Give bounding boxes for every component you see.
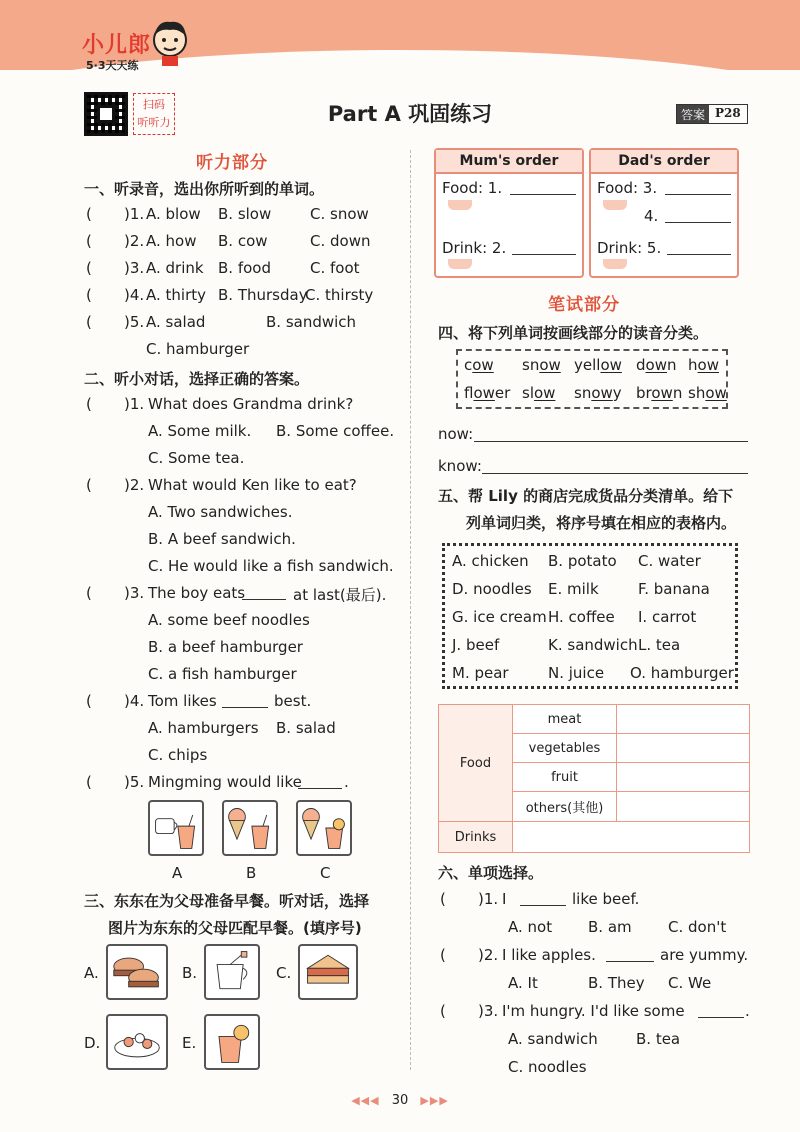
word: snowy	[574, 384, 622, 402]
word-item: J. beef	[452, 636, 500, 654]
now-label: now:	[438, 425, 474, 443]
word-item: L. tea	[638, 636, 681, 654]
breakfast-picture-b	[204, 944, 260, 1000]
food-cell: Food	[439, 705, 513, 822]
breakfast-picture-c	[298, 944, 358, 1000]
word-item: M. pear	[452, 664, 509, 682]
word-item: D. noodles	[452, 580, 532, 598]
fruit-answer-cell[interactable]	[617, 763, 750, 792]
mascot-icon	[148, 18, 192, 68]
choice-picture-b[interactable]	[222, 800, 278, 856]
q5-heading-line2: 列单词归类，将序号填在相应的表格内。	[466, 514, 737, 532]
food-icon	[603, 200, 627, 210]
answer-blank[interactable]	[298, 775, 342, 789]
word-item: H. coffee	[548, 608, 615, 626]
icecream-and-juice-icon	[224, 802, 276, 854]
scan-listen-label: 扫码 听听力	[133, 93, 175, 135]
paren[interactable]: (	[86, 773, 92, 791]
dad-drink-label: Drink: 5.	[597, 239, 662, 257]
breakfast-label-b: B.	[182, 964, 198, 982]
mum-drink-label: Drink: 2.	[442, 239, 507, 257]
answer-blank[interactable]	[242, 586, 286, 600]
q3-heading-line1: 三、东东在为父母准备早餐。听对话，选择	[84, 892, 370, 910]
word-item: G. ice cream	[452, 608, 547, 626]
drink-icon	[448, 259, 472, 269]
now-answer-line[interactable]	[474, 428, 748, 442]
column-divider	[410, 150, 411, 1070]
answer-page-badge: 答案 P28	[676, 104, 748, 124]
choice-label-a: A	[172, 864, 183, 882]
drink-icon	[603, 259, 627, 269]
word: down	[636, 356, 677, 374]
answer-blank[interactable]	[698, 1004, 744, 1018]
others-label: others(其他)	[513, 792, 617, 822]
icecream-and-orange-juice-icon	[298, 802, 350, 854]
word: yellow	[574, 356, 622, 374]
word: cow	[464, 356, 494, 374]
drinks-answer-cell[interactable]	[513, 822, 750, 853]
q4-heading: 四、将下列单词按画线部分的读音分类。	[438, 324, 709, 342]
word-item: C. water	[638, 552, 701, 570]
meat-answer-cell[interactable]	[617, 705, 750, 734]
answer-blank[interactable]	[520, 892, 566, 906]
paren[interactable]: (	[86, 259, 92, 277]
dad-drink-blank[interactable]	[667, 241, 731, 255]
word-item: F. banana	[638, 580, 710, 598]
dad-food-blank[interactable]	[665, 181, 731, 195]
dad-food4-label: 4.	[644, 207, 659, 225]
paren[interactable]: (	[86, 286, 92, 304]
choice-label-b: B	[246, 864, 257, 882]
next-arrows-icon: ▶▶▶	[420, 1094, 449, 1107]
brand-logo: 小儿郎	[82, 32, 152, 58]
hamburgers-icon	[108, 946, 166, 998]
breakfast-picture-d	[106, 1014, 168, 1070]
breakfast-label-d: D.	[84, 1034, 101, 1052]
written-heading: 笔试部分	[548, 295, 620, 315]
q6-heading: 六、单项选择。	[438, 864, 544, 882]
breakfast-picture-e	[204, 1014, 260, 1070]
paren[interactable]: (	[440, 946, 446, 964]
mum-food-blank[interactable]	[510, 181, 576, 195]
vegetables-answer-cell[interactable]	[617, 734, 750, 763]
word: brown	[636, 384, 683, 402]
page-title: Part A 巩固练习	[327, 102, 493, 126]
paren[interactable]: (	[86, 584, 92, 602]
breakfast-label-c: C.	[276, 964, 292, 982]
fruit-label: fruit	[513, 763, 617, 792]
choice-picture-c[interactable]	[296, 800, 352, 856]
answer-blank[interactable]	[222, 694, 268, 708]
answer-blank[interactable]	[606, 948, 654, 962]
brand-subtitle: 5·3天天练	[86, 59, 139, 72]
word-item: O. hamburger	[630, 664, 734, 682]
know-answer-line[interactable]	[482, 460, 748, 474]
dads-order-title: Dad's order	[591, 150, 737, 174]
word: snow	[522, 356, 561, 374]
paren[interactable]: (	[86, 395, 92, 413]
breakfast-label-a: A.	[84, 964, 99, 982]
salad-icon	[108, 1016, 166, 1068]
paren[interactable]: (	[86, 205, 92, 223]
choice-picture-a[interactable]	[148, 800, 204, 856]
paren[interactable]: (	[440, 890, 446, 908]
paren[interactable]: (	[86, 476, 92, 494]
q2-heading: 二、听小对话，选择正确的答案。	[84, 370, 310, 388]
prev-arrows-icon: ◀◀◀	[351, 1094, 380, 1107]
listening-heading: 听力部分	[196, 153, 268, 173]
dad-food4-blank[interactable]	[665, 209, 731, 223]
mums-order-title: Mum's order	[436, 150, 582, 174]
paren[interactable]: (	[86, 313, 92, 331]
breakfast-label-e: E.	[182, 1034, 197, 1052]
category-table	[438, 704, 750, 853]
tea-cup-icon	[206, 946, 258, 998]
q5-heading-line1: 五、帮 Lily 的商店完成货品分类清单。给下	[438, 487, 734, 505]
vegetables-label: vegetables	[513, 734, 617, 763]
sandwich-icon	[300, 946, 356, 998]
word-item: E. milk	[548, 580, 599, 598]
word-item: A. chicken	[452, 552, 529, 570]
meat-label: meat	[513, 705, 617, 734]
know-label: know:	[438, 457, 482, 475]
mum-food-label: Food: 1.	[442, 179, 503, 197]
word-item: N. juice	[548, 664, 605, 682]
word: show	[688, 384, 727, 402]
word-item: K. sandwich	[548, 636, 638, 654]
paren[interactable]: (	[86, 232, 92, 250]
page-footer	[350, 1093, 450, 1108]
word: flower	[464, 384, 511, 402]
word: slow	[522, 384, 556, 402]
tea-and-juice-icon	[150, 802, 202, 854]
word-item: B. potato	[548, 552, 617, 570]
word-item: I. carrot	[638, 608, 697, 626]
page-number: 30	[391, 1093, 409, 1108]
drinks-cell: Drinks	[439, 822, 513, 853]
food-icon	[448, 200, 472, 210]
paren[interactable]: (	[440, 1002, 446, 1020]
q3-heading-line2: 图片为东东的父母匹配早餐。(填序号)	[108, 919, 362, 937]
dad-food-label: Food: 3.	[597, 179, 658, 197]
q1-heading: 一、听录音，选出你所听到的单词。	[84, 180, 325, 198]
breakfast-picture-a	[106, 944, 168, 1000]
orange-juice-icon	[206, 1016, 258, 1068]
others-answer-cell[interactable]	[617, 792, 750, 822]
word: how	[688, 356, 719, 374]
paren[interactable]: (	[86, 692, 92, 710]
choice-label-c: C	[320, 864, 331, 882]
mum-drink-blank[interactable]	[512, 241, 576, 255]
qr-code-icon[interactable]	[84, 92, 128, 136]
